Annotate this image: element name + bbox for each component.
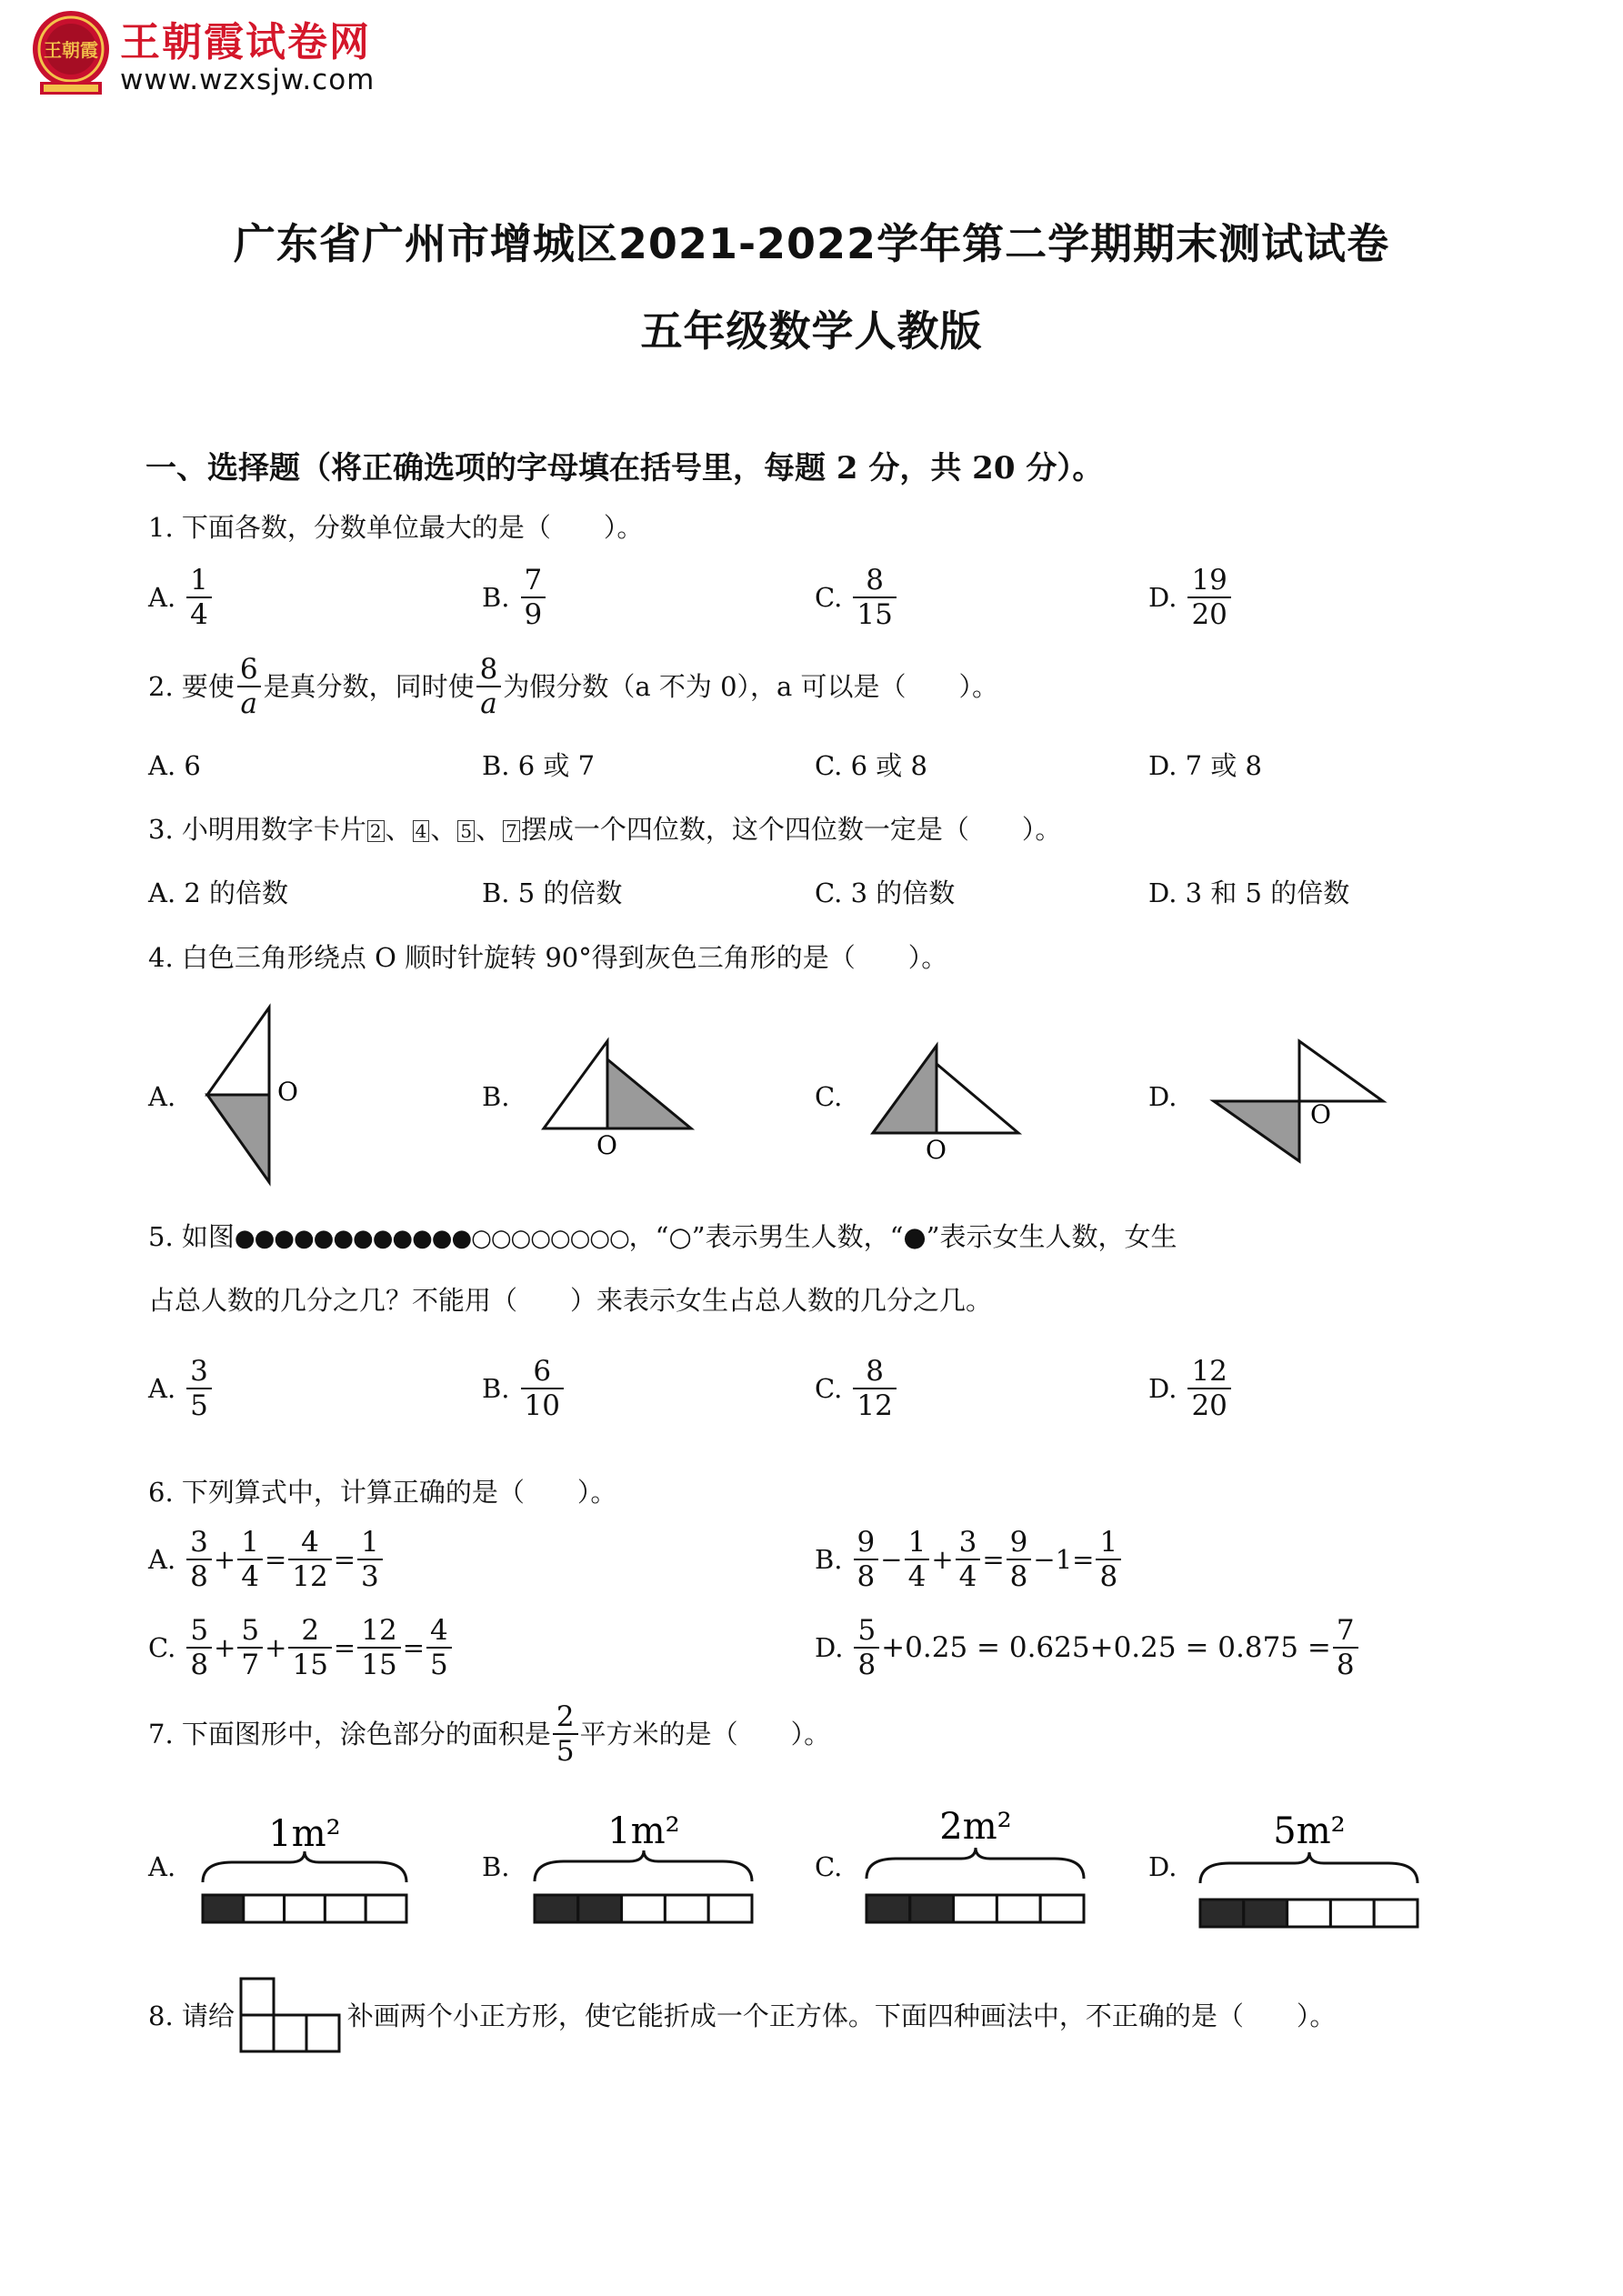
blank-cell [366,1895,406,1922]
page-subtitle: 五年级数学人教版 [640,306,983,356]
q1-stem: 1. 下面各数，分数单位最大的是（ ）。 [148,512,644,543]
blank-cell [1287,1900,1331,1927]
q5-option-b[interactable] [482,1355,566,1422]
shaded-cell [535,1895,578,1922]
q4-label-a[interactable]: A. [148,1081,176,1112]
q7-label-a[interactable]: A. [148,1851,176,1882]
blank-cell [708,1895,752,1922]
blank-cell [622,1895,666,1922]
brand-seal-icon [25,7,116,98]
q6-option-d[interactable]: D. $\frac{5}{8}$ +0.25 = 0.625+0.25 = 0.875 = $\frac{7}{8}$ [815,1614,1360,1681]
option-label: C. [815,1373,843,1404]
q3-stem: 3. 小明用数字卡片 2 、 4 、 5 、 7 摆成一个四位数，这个四位数一定是（ ）。 [148,814,1062,845]
blank-cell [1330,1900,1374,1927]
option-label: C. [815,582,843,613]
fraction: $\frac{19}{20}$ [1187,564,1230,631]
q2-option-b[interactable]: B. 6 或 7 [482,750,596,781]
q1-option-b[interactable] [482,564,547,631]
brace-icon [867,1848,1084,1879]
option-label: D. [1148,582,1177,613]
filled-dots: ●●●●●●●●●●●● [234,1225,472,1252]
hollow-dots: ○○○○○○○○ [471,1225,629,1252]
q5-option-d[interactable] [1148,1355,1233,1422]
blank-cell [244,1895,285,1922]
q4-label-c[interactable]: C. [815,1081,843,1112]
digit-card: 7 [503,820,520,842]
option-label: D. [1148,1373,1177,1404]
q2-option-c[interactable]: C. 6 或 8 [815,750,927,781]
q1-option-d[interactable] [1148,564,1233,631]
option-label: A. [148,582,176,613]
blank-cell [1040,1895,1084,1922]
point-o-label: O [277,1077,298,1107]
q6-option-a[interactable]: A. $\frac{3}{8}$ + $\frac{1}{4}$ = $\frac{4}{12}$ = $\frac{1}{3}$ [148,1526,385,1593]
q7-label-c[interactable]: C. [815,1851,843,1882]
q2-stem: 2. 要使 $\frac{6}{a}$ 是真分数，同时使 $\frac{8}{a}$ 为假分数（a 不为 0），a 可以是（ ）。 [148,653,999,720]
blank-cell [1374,1900,1418,1927]
q4-label-d[interactable]: D. [1148,1081,1177,1112]
area-label: 2m² [939,1806,1012,1848]
area-label: 1m² [607,1810,680,1852]
q1-option-c[interactable] [815,564,898,631]
q5-stem-line1: 5. 如图●●●●●●●●●●●●○○○○○○○○，“○”表示男生人数，“●”表示女生人数，女生 [148,1221,1177,1252]
q4-figure-b[interactable] [536,1032,700,1155]
shaded-cell [578,1895,622,1922]
fraction: $\frac{3}{5}$ [186,1355,212,1422]
blank-cell [285,1895,326,1922]
q7-label-d[interactable]: D. [1148,1851,1177,1882]
digit-card: 4 [413,820,430,842]
fraction: $\frac{12}{20}$ [1187,1355,1230,1422]
svg-text:王朝霞: 王朝霞 [44,39,98,61]
option-label: B. [482,1373,510,1404]
point-o-label: O [1310,1099,1331,1129]
brand-url[interactable]: www.wzxsjw.com [120,64,376,96]
blank-cell [325,1895,366,1922]
section-heading: 一、选择题（将正确选项的字母填在括号里，每题 2 分，共 20 分）。 [145,450,1104,486]
area-label: 1m² [268,1813,341,1855]
fraction: $\frac{8}{12}$ [853,1355,896,1422]
point-o-label: O [596,1130,617,1155]
cube-net-icon [236,1975,346,2057]
q2-option-a[interactable]: A. 6 [148,750,201,781]
shaded-cell [203,1895,244,1922]
brace-icon [535,1850,752,1881]
q7-figure-c[interactable] [859,1800,1091,1931]
q1-option-a[interactable] [148,564,214,631]
q4-stem: 4. 白色三角形绕点 O 顺时针旋转 90°得到灰色三角形的是（ ）。 [148,942,948,973]
q3-option-d[interactable]: D. 3 和 5 的倍数 [1148,877,1350,908]
q7-figure-a[interactable] [195,1810,414,1931]
shaded-cell [1244,1900,1287,1927]
brace-icon [203,1851,406,1882]
fraction: $\frac{2}{5}$ [553,1700,578,1768]
brand-logo [25,7,116,102]
q4-figure-a[interactable] [200,1000,309,1191]
fraction: $\frac{8}{a}$ [476,653,502,720]
q4-figure-d[interactable] [1205,1032,1405,1168]
q5-option-c[interactable] [815,1355,898,1422]
fraction: $\frac{6}{a}$ [236,653,262,720]
q5-option-a[interactable] [148,1355,214,1422]
blank-cell [997,1895,1040,1922]
brace-icon [1200,1852,1418,1883]
q3-option-a[interactable]: A. 2 的倍数 [148,877,289,908]
fraction: $\frac{1}{4}$ [186,564,212,631]
fraction: $\frac{7}{9}$ [521,564,546,631]
blank-cell [954,1895,997,1922]
shaded-cell [867,1895,910,1922]
q3-option-c[interactable]: C. 3 的倍数 [815,877,956,908]
q6-stem: 6. 下列算式中，计算正确的是（ ）。 [148,1477,617,1508]
q6-option-c[interactable]: C. $\frac{5}{8}$ + $\frac{5}{7}$ + $\frac{2}{15}$ = $\frac{12}{15}$ = $\frac{4}{5}$ [148,1614,454,1681]
q2-option-d[interactable]: D. 7 或 8 [1148,750,1262,781]
shaded-cell [1200,1900,1244,1927]
q7-figure-b[interactable] [527,1805,759,1931]
q7-figure-d[interactable] [1193,1805,1425,1936]
q4-label-b[interactable]: B. [482,1081,510,1112]
fraction: $\frac{6}{10}$ [521,1355,564,1422]
fraction: $\frac{8}{15}$ [853,564,896,631]
area-label: 5m² [1273,1810,1346,1852]
q6-option-b[interactable]: B. $\frac{9}{8}$ − $\frac{1}{4}$ + $\frac{3}{4}$ = $\frac{9}{8}$ −1= $\frac{1}{8}$ [815,1526,1123,1593]
blank-cell [665,1895,708,1922]
q4-figure-c[interactable] [864,1037,1027,1164]
q5-stem-line2: 占总人数的几分之几？不能用（ ）来表示女生占总人数的几分之几。 [148,1285,993,1316]
page-title: 广东省广州市增城区2021-2022学年第二学期期末测试试卷 [233,219,1390,268]
digit-card: 5 [457,820,475,842]
option-label: A. [148,1373,176,1404]
option-label: B. [482,582,510,613]
q8-stem: 8. 请给 补画两个小正方形，使它能折成一个正方体。下面四种画法中，不正确的是（ ）。 [148,1975,1336,2057]
digit-card: 2 [367,820,385,842]
shaded-cell [910,1895,954,1922]
brand-name: 王朝霞试卷网 [120,19,371,65]
point-o-label: O [926,1135,947,1164]
q7-label-b[interactable]: B. [482,1851,510,1882]
q7-stem: 7. 下面图形中，涂色部分的面积是 $\frac{2}{5}$ 平方米的是（ ）。 [148,1700,831,1768]
q3-option-b[interactable]: B. 5 的倍数 [482,877,623,908]
